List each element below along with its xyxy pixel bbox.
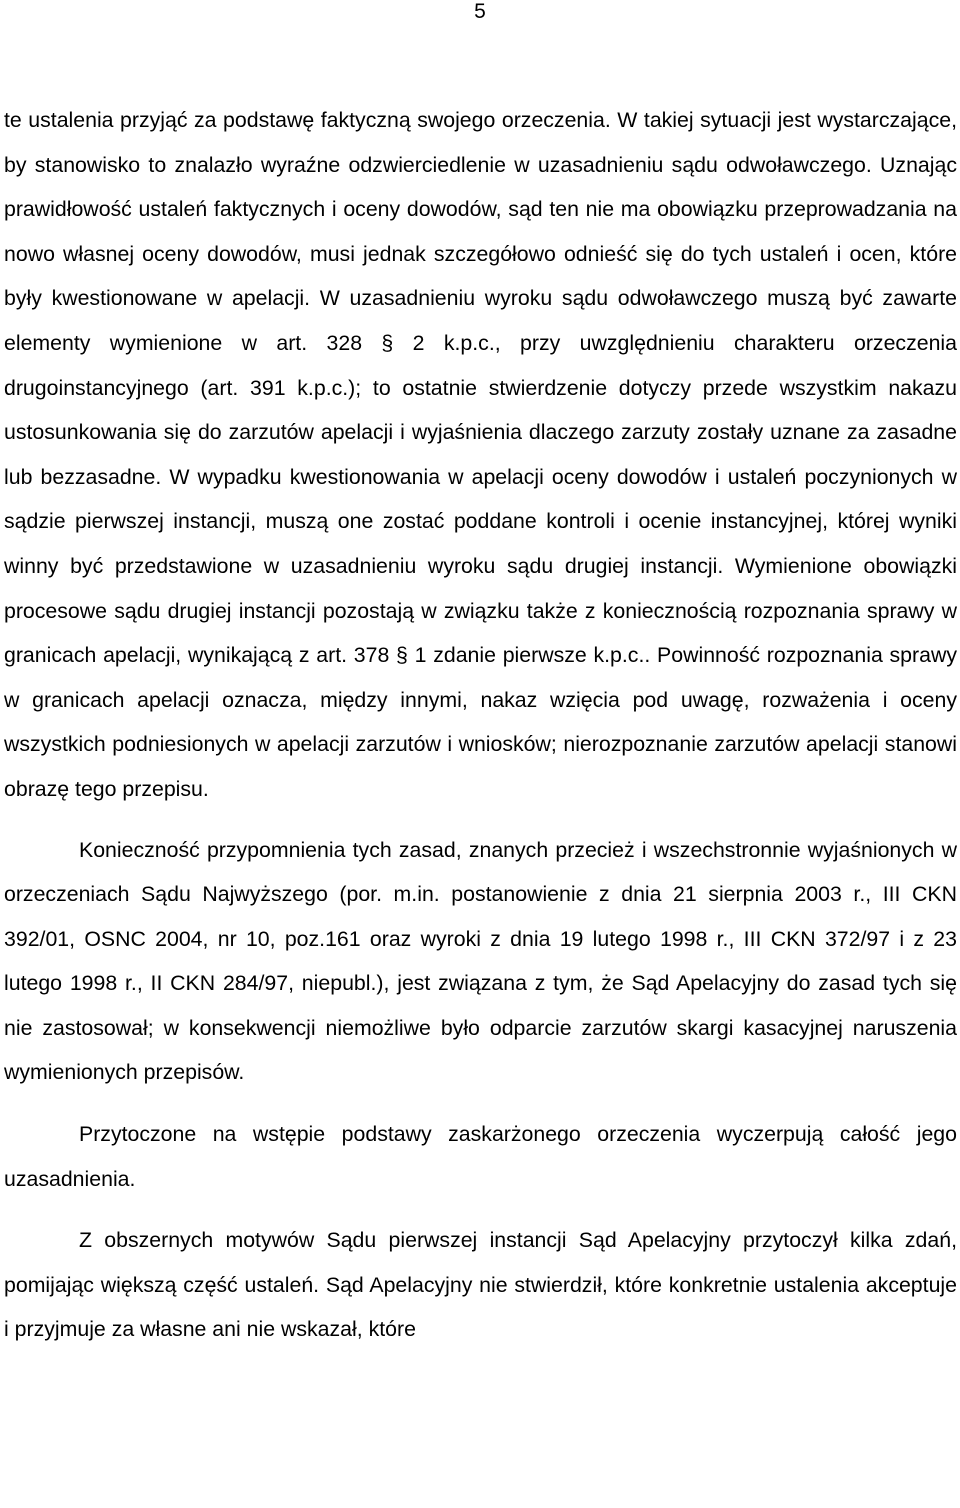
paragraph-3: Przytoczone na wstępie podstawy zaskarżonego orzeczenia wyczerpują całość jego uzasadnienia. xyxy=(4,1122,957,1191)
document-body xyxy=(4,98,957,1352)
page-number: 5 xyxy=(474,0,486,23)
paragraph-1: te ustalenia przyjąć za podstawę faktyczną swojego orzeczenia. W takiej sytuacji jest wystarczające, by stanowisko to znalazło wyraźne odzwierciedlenie w uzasadnieniu sądu odwoławczego. Uznając prawidłowość ustaleń faktycznych i oceny dowodów, sąd ten nie ma obowiązku przeprowadzania na nowo własnej oceny dowodów, musi jednak szczegółowo odnieść się do tych ustaleń i ocen, które były kwestionowane w apelacji. W uzasadnieniu wyroku sądu odwoławczego muszą być zawarte elementy wymienione w art. 328 § 2 k.p.c., przy uwzględnieniu charakteru orzeczenia drugoinstancyjnego (art. 391 k.p.c.); to ostatnie stwierdzenie dotyczy przede wszystkim nakazu ustosunkowania się do zarzutów apelacji i wyjaśnienia dlaczego zarzuty zostały uznane za zasadne lub bezzasadne. W wypadku kwestionowania w apelacji oceny dowodów i ustaleń poczynionych w sądzie pierwszej instancji, muszą one zostać poddane kontroli i ocenie instancyjnej, której wyniki winny być przedstawione w uzasadnieniu wyroku sądu drugiej instancji. Wymienione obowiązki procesowe sądu drugiej instancji pozostają w związku także z koniecznością rozpoznania sprawy w granicach apelacji, wynikającą z art. 378 § 1 zdanie pierwsze k.p.c.. Powinność rozpoznania sprawy w granicach apelacji oznacza, między innymi, nakaz wzięcia pod uwagę, rozważenia i oceny wszystkich podniesionych w apelacji zarzutów i wniosków; nierozpoznanie zarzutów apelacji stanowi obrazę tego przepisu. xyxy=(4,108,957,801)
paragraph-4: Z obszernych motywów Sądu pierwszej instancji Sąd Apelacyjny przytoczył kilka zdań, pomijając większą część ustaleń. Sąd Apelacyjny nie stwierdził, które konkretnie ustalenia akceptuje i przyjmuje za własne ani nie wskazał, które xyxy=(4,1228,957,1342)
paragraph-2: Konieczność przypomnienia tych zasad, znanych przecież i wszechstronnie wyjaśnionych w orzeczeniach Sądu Najwyższego (por. m.in. postanowienie z dnia 21 sierpnia 2003 r., III CKN 392/01, OSNC 2004, nr 10, poz.161 oraz wyroki z dnia 19 lutego 1998 r., III CKN 372/97 i z 23 lutego 1998 r., II CKN 284/97, niepubl.), jest związana z tym, że Sąd Apelacyjny do zasad tych się nie zastosował; w konsekwencji niemożliwe było odparcie zarzutów skargi kasacyjnej naruszenia wymienionych przepisów. xyxy=(4,837,957,1085)
